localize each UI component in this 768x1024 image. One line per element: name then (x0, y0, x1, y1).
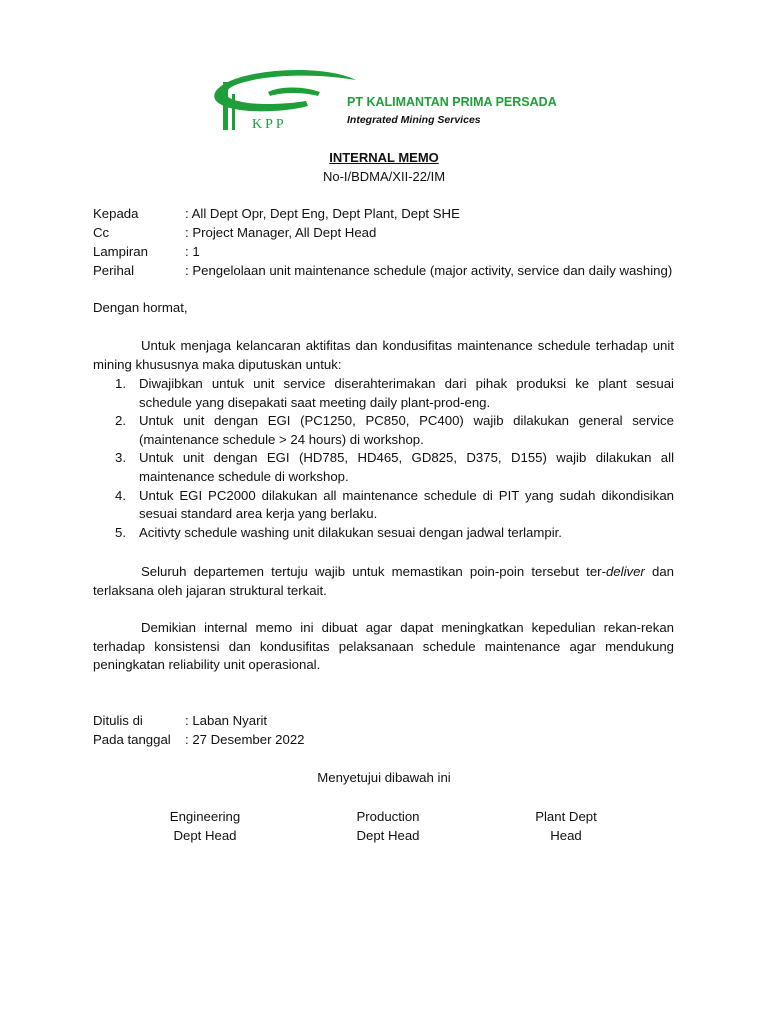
decision-list (93, 375, 674, 542)
footer-value-location: : Laban Nyarit (185, 713, 268, 728)
field-value-kepada: : All Dept Opr, Dept Eng, Dept Plant, Dept SHE (185, 206, 460, 221)
list-item-number: 5. (115, 524, 126, 540)
signatory-role: Dept Head (173, 827, 237, 843)
list-item (93, 375, 674, 412)
list-item-text: Untuk unit dengan EGI (HD785, HD465, GD825, D375, D155) wajib dilakukan all maintenance schedule di workshop. (139, 450, 674, 484)
list-item-text: Acitivty schedule washing unit dilakukan sesuai dengan jadwal terlampir. (139, 524, 562, 540)
paragraph-closing (93, 619, 674, 675)
list-item (93, 487, 674, 524)
list-item-number: 1. (115, 376, 126, 391)
company-tagline: Integrated Mining Services (347, 114, 481, 126)
signatory-title: Engineering (169, 809, 241, 824)
field-label-kepada: Kepada (93, 206, 139, 221)
signatory-title: Production (356, 809, 420, 824)
memo-title: INTERNAL MEMO (329, 150, 439, 165)
list-item (93, 412, 674, 449)
field-label-cc: Cc (93, 225, 110, 240)
footer-label-location: Ditulis di (93, 713, 143, 728)
signatory-role: Dept Head (356, 827, 420, 843)
approval-heading: Menyetujui dibawah ini (317, 770, 451, 785)
list-item (93, 524, 674, 543)
paragraph-deliver-before: Seluruh departemen tertuju wajib untuk memastikan poin-poin tersebut ter- (141, 564, 606, 579)
list-item-number: 2. (115, 413, 126, 429)
signatory-role: Head (550, 827, 582, 843)
list-item-number: 4. (115, 487, 126, 503)
signatory-plant (486, 808, 646, 845)
signatory-title: Plant Dept (535, 809, 597, 824)
list-item-text: Untuk unit dengan EGI (PC1250, PC850, PC400) wajib dilakukan general service (maintenance schedule > 24 hours) di workshop. (139, 413, 674, 447)
field-value-cc: : Project Manager, All Dept Head (185, 225, 377, 240)
logo-kpp-text: KPP (252, 117, 287, 132)
field-label-perihal: Perihal (93, 263, 135, 278)
kpp-logo (208, 68, 358, 134)
field-value-perihal: : Pengelolaan unit maintenance schedule (major activity, service dan daily washing) (185, 263, 673, 278)
intro-paragraph (93, 337, 674, 374)
footer-label-date: Pada tanggal (93, 732, 171, 747)
field-value-lampiran: : 1 (185, 244, 200, 259)
memo-number: No-I/BDMA/XII-22/IM (322, 169, 446, 184)
signatory-engineering (125, 808, 285, 845)
list-item (93, 449, 674, 486)
footer-value-date: : 27 Desember 2022 (185, 732, 305, 747)
list-item-number: 3. (115, 450, 126, 466)
company-name: PT KALIMANTAN PRIMA PERSADA (347, 95, 557, 109)
greeting: Dengan hormat, (93, 300, 188, 315)
paragraph-deliver (93, 563, 674, 600)
intro-text: Untuk menjaga kelancaran aktifitas dan kondusifitas maintenance schedule terhadap unit mining khususnya maka diputuskan untuk: (93, 338, 674, 372)
list-item-text: Untuk EGI PC2000 dilakukan all maintenance schedule di PIT yang sudah dikondisikan sesuai standard area kerja yang berlaku. (139, 487, 674, 522)
paragraph-closing-text: Demikian internal memo ini dibuat agar dapat meningkatkan kepedulian rekan-rekan terhadap konsistensi dan kondusifitas pelaksanaan schedule maintenance agar mendukung peningkatan reliability unit operasional. (93, 620, 674, 673)
signatory-production (308, 808, 468, 845)
paragraph-deliver-italic: deliver (605, 564, 645, 579)
list-item-text: Diwajibkan untuk unit service diserahterimakan dari pihak produksi ke plant sesuai schedule yang disepakati saat meeting daily plant-prod-eng. (139, 376, 674, 410)
paragraph-deliver-after: dan terlaksana oleh jajaran struktural terkait. (93, 564, 675, 598)
field-label-lampiran: Lampiran (93, 244, 148, 259)
